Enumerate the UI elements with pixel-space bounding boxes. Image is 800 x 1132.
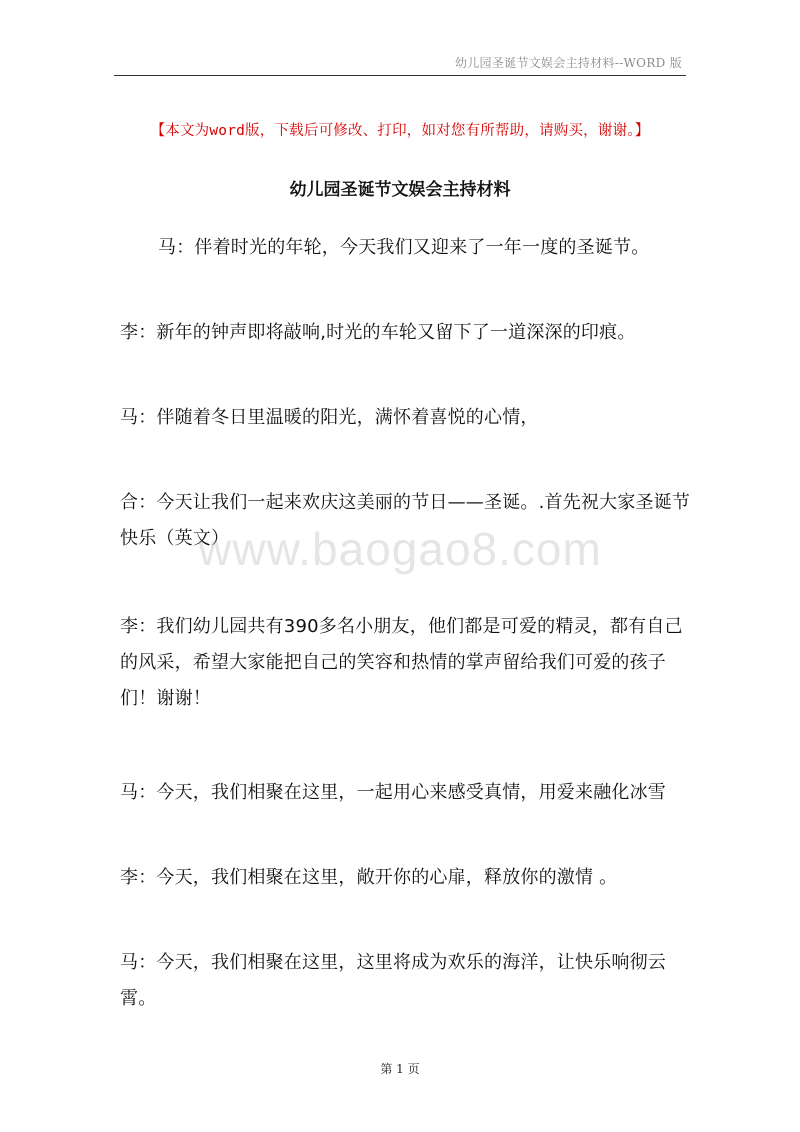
paragraph-3: 马：伴随着冬日里温暖的阳光，满怀着喜悦的心情， [120,407,539,428]
document-title: 幼儿园圣诞节文娱会主持材料 [289,180,511,200]
paragraph-4: 合：今天让我们一起来欢庆这美丽的节日——圣诞。.首先祝大家圣诞节快乐（英文） [120,492,691,549]
paragraph-6: 马：今天，我们相聚在这里，一起用心来感受真情，用爱来融化冰雪 [120,782,666,803]
paragraph-2: 李：新年的钟声即将敲响,时光的车轮又留下了一道深深的印痕。 [120,322,636,343]
paragraph-5: 李：我们幼儿园共有390多名小朋友，他们都是可爱的精灵，都有自己的风采，希望大家能把自己的笑容和热情的掌声留给我们可爱的孩子们！谢谢！ [120,616,683,709]
paragraph-1: 马：伴着时光的年轮，今天我们又迎来了一年一度的圣诞节。 [158,237,650,258]
paragraph-7: 李：今天，我们相聚在这里，敞开你的心扉，释放你的激情 。 [120,867,618,888]
header-divider [114,75,686,76]
watermark: www.baogao8.com [198,523,602,575]
running-header: 幼儿园圣诞节文娱会主持材料--WORD 版 [454,56,682,70]
page-number: 第 1 页 [380,1062,420,1076]
purchase-notice: 【本文为word版，下载后可修改、打印，如对您有所帮助，请购买，谢谢。】 [150,123,650,139]
paragraph-8: 马：今天，我们相聚在这里，这里将成为欢乐的海洋，让快乐响彻云霄。 [120,952,666,1009]
